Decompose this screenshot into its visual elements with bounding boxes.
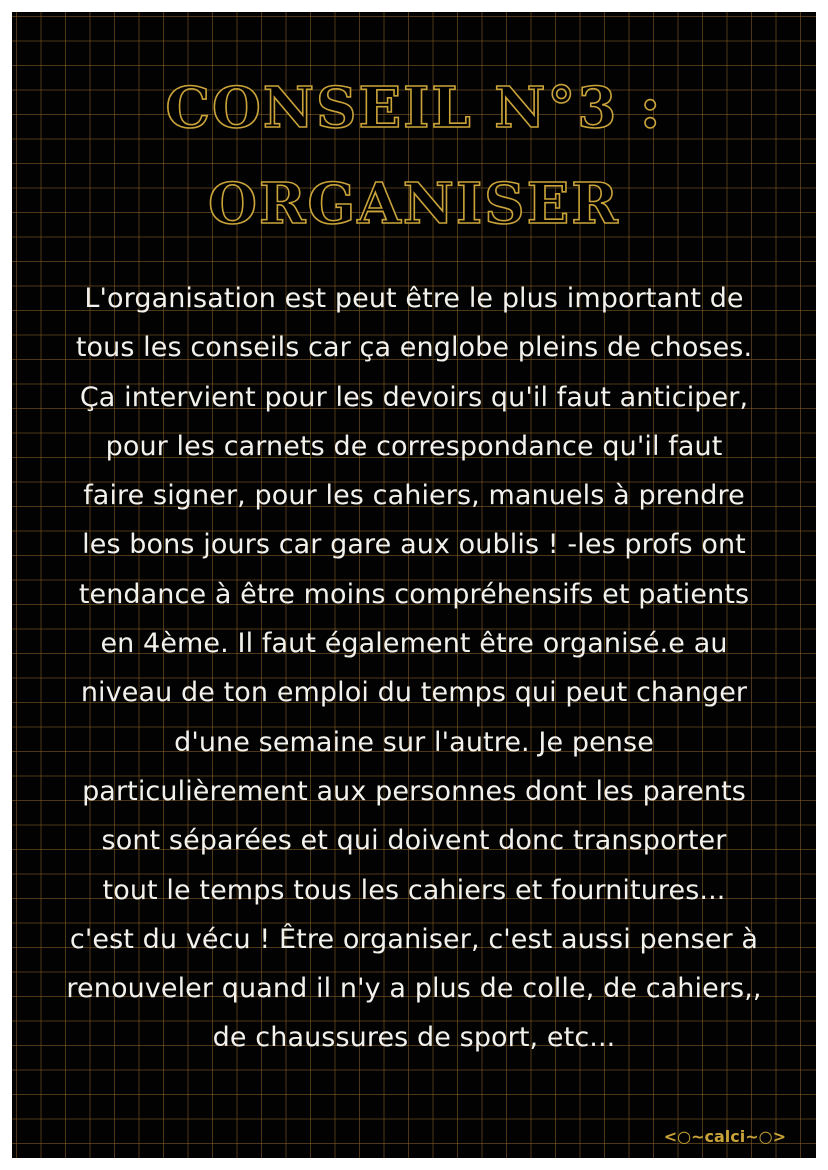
body-line: en 4ème. Il faut également être organisé.e au [100,628,728,660]
body-line: tous les conseils car ça englobe pleins de choses. [75,332,753,364]
body-line: c'est du vécu ! Être organiser, c'est aussi penser à [69,923,759,955]
body-line: pour les carnets de correspondance qu'il faut [105,430,723,462]
title-line-2: ORGANISER [208,171,620,237]
author-signature: <○~calci~○> [663,1127,786,1146]
body-line: Ça intervient pour les devoirs qu'il faut anticiper, [79,381,749,413]
body-line: particulièrement aux personnes dont les parents [82,775,746,807]
document-page [12,12,816,1158]
body-line: tout le temps tous les cahiers et fournitures... [102,874,726,906]
body-line: niveau de ton emploi du temps qui peut changer [80,677,748,709]
body-line: tendance à être moins compréhensifs et patients [78,578,750,610]
title-line-1: CONSEIL N°3 : [165,75,663,141]
body-line: de chaussures de sport, etc... [212,1022,616,1054]
body-line: faire signer, pour les cahiers, manuels à prendre [83,480,745,512]
body-line: sont séparées et qui doivent donc transporter [101,825,727,857]
body-paragraph [12,274,816,1063]
body-line: renouveler quand il n'y a plus de colle, de cahiers,, [66,973,762,1005]
body-line: les bons jours car gare aux oublis ! -les profs ont [82,529,746,561]
body-line: d'une semaine sur l'autre. Je pense [174,726,654,758]
body-line: L'organisation est peut être le plus important de [84,283,744,314]
